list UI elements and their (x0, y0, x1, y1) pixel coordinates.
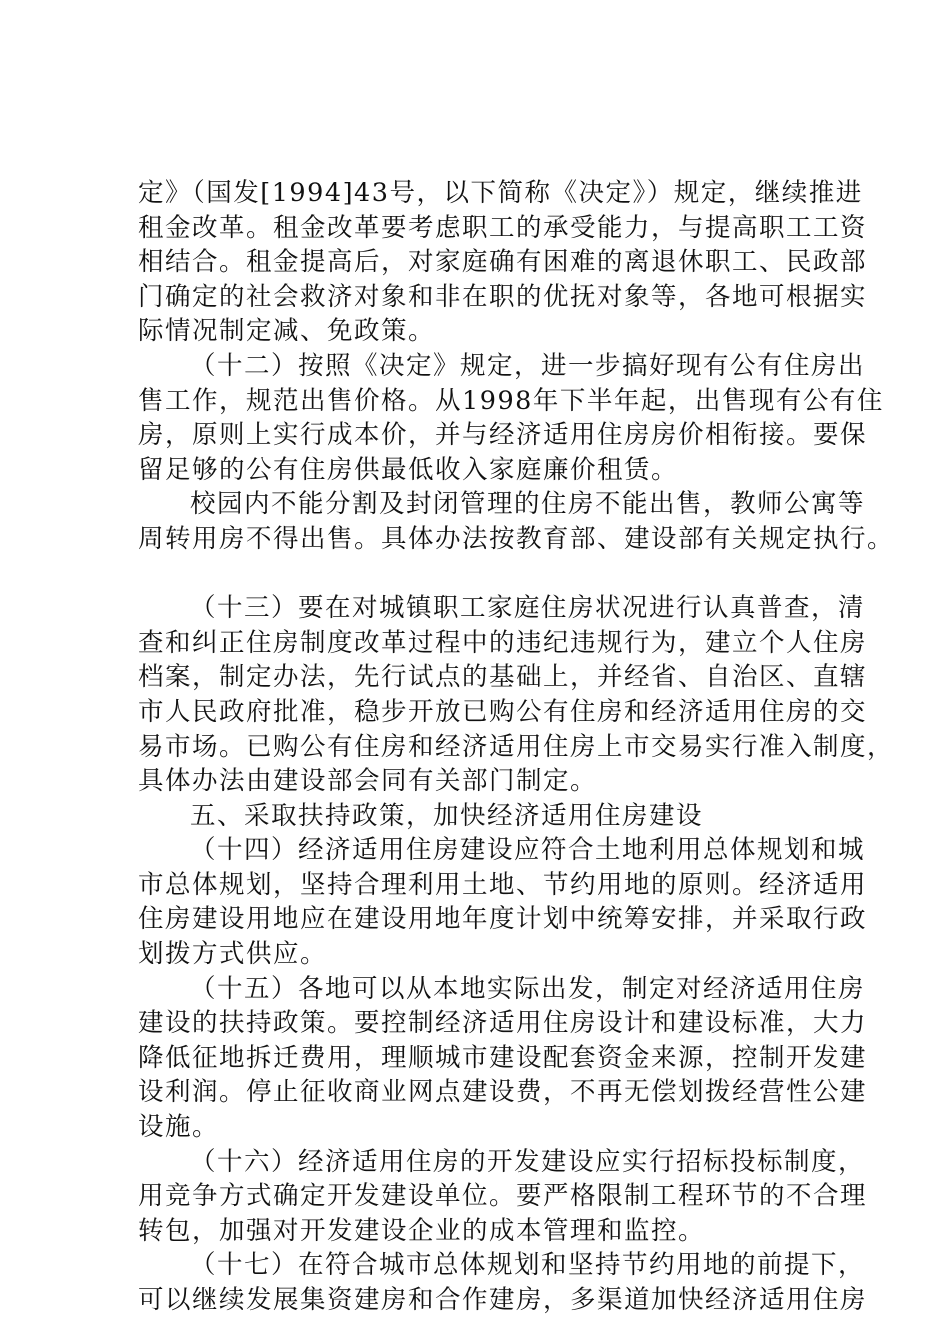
paragraph-start: （十五）各地可以从本地实际出发，制定对经济适用住房 (190, 973, 866, 1004)
text-line: 易市场。已购公有住房和经济适用住房上市交易实行准入制度， (138, 731, 895, 762)
document-body (138, 176, 895, 1318)
text-line: 门确定的社会救济对象和非在职的优抚对象等，各地可根据实 (138, 281, 868, 312)
text-line: 用竞争方式确定开发建设单位。要严格限制工程环节的不合理 (138, 1181, 868, 1212)
text-line: 房，原则上实行成本价，并与经济适用住房房价相衔接。要保 (138, 420, 868, 451)
text-line: 留足够的公有住房供最低收入家庭廉价租赁。 (138, 454, 679, 485)
text-line: 查和纠正住房制度改革过程中的违纪违规行为，建立个人住房 (138, 627, 868, 658)
paragraph-start: （十二）按照《决定》规定，进一步搞好现有公有住房出 (190, 350, 866, 381)
text-line: 档案，制定办法，先行试点的基础上，并经省、自治区、直辖 (138, 662, 868, 693)
text-line: 际情况制定减、免政策。 (138, 316, 436, 347)
text-line: 建设的扶持政策。要控制经济适用住房设计和建设标准，大力 (138, 1008, 868, 1039)
text-line: 设利润。停止征收商业网点建设费，不再无偿划拨经营性公建 (138, 1077, 868, 1108)
text-line: 周转用房不得出售。具体办法按教育部、建设部有关规定执行。 (138, 523, 895, 554)
paragraph-start: （十六）经济适用住房的开发建设应实行招标投标制度， (190, 1146, 866, 1177)
text-line: 设施。 (138, 1112, 220, 1143)
text-line: 降低征地拆迁费用，理顺城市建设配套资金来源，控制开发建 (138, 1042, 868, 1073)
text-line: 市人民政府批准，稳步开放已购公有住房和经济适用住房的交 (138, 696, 868, 727)
paragraph-start: （十七）在符合城市总体规划和坚持节约用地的前提下， (190, 1250, 866, 1281)
text-line: 住房建设用地应在建设用地年度计划中统筹安排，并采取行政 (138, 904, 868, 935)
paragraph-start: 校园内不能分割及封闭管理的住房不能出售，教师公寓等 (190, 489, 866, 520)
text-line: 市总体规划，坚持合理利用土地、节约用地的原则。经济适用 (138, 869, 868, 900)
text-line: 划拨方式供应。 (138, 939, 328, 970)
section-heading: 五、采取扶持政策，加快经济适用住房建设 (190, 800, 704, 831)
text-line: 具体办法由建设部会同有关部门制定。 (138, 766, 598, 797)
text-line: 售工作，规范出售价格。从1998年下半年起，出售现有公有住 (138, 385, 884, 416)
text-line: 转包，加强对开发建设企业的成本管理和监控。 (138, 1215, 706, 1246)
text-line: 相结合。租金提高后，对家庭确有困难的离退休职工、民政部 (138, 247, 868, 278)
text-line: 定》（国发[1994]43号，以下简称《决定》）规定，继续推进 (138, 178, 863, 208)
text-line: 可以继续发展集资建房和合作建房，多渠道加快经济适用住房 (138, 1285, 868, 1315)
paragraph-start: （十三）要在对城镇职工家庭住房状况进行认真普查，清 (190, 593, 866, 624)
text-line: 租金改革。租金改革要考虑职工的承受能力，与提高职工工资 (138, 212, 868, 243)
paragraph-start: （十四）经济适用住房建设应符合土地利用总体规划和城 (190, 835, 866, 866)
paragraph-gap (138, 557, 838, 592)
